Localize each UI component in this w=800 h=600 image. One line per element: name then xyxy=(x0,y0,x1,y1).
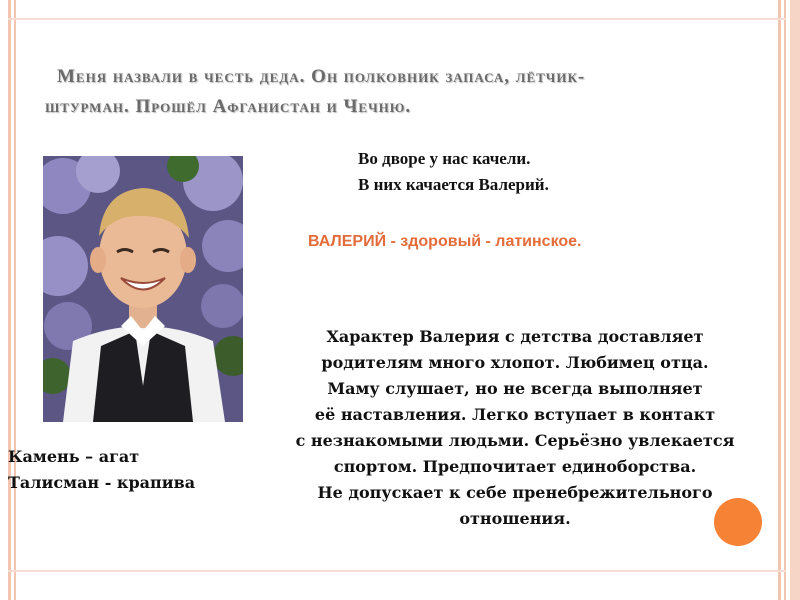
frame-line-right xyxy=(778,0,781,600)
swing-line-2: В них качается Валерий. xyxy=(358,175,549,194)
character-line: Маму слушает, но не всегда выполняет xyxy=(327,379,703,398)
title-line-1: Меня назвали в честь деда. Он полковник запаса, лётчик- xyxy=(57,66,586,87)
frame-line-right-inner xyxy=(784,0,786,600)
frame-edge-right xyxy=(790,0,800,600)
frame-line-top xyxy=(8,18,786,20)
talisman-info xyxy=(8,444,258,496)
talisman-label: Талисман - крапива xyxy=(8,473,196,492)
character-line: Не допускает к себе пренебрежительного xyxy=(317,483,713,502)
portrait-image xyxy=(43,156,243,422)
slide-title xyxy=(45,62,745,122)
stone-label: Камень – агат xyxy=(8,447,140,466)
orange-circle-decoration xyxy=(714,498,762,546)
character-line: с незнакомыми людьми. Серьёзно увлекается xyxy=(295,431,735,450)
character-line: родителям много хлопот. Любимец отца. xyxy=(321,353,709,372)
character-line: Характер Валерия с детства доставляет xyxy=(326,327,704,346)
frame-line-bottom xyxy=(8,570,786,572)
swing-line-1: Во дворе у нас качели. xyxy=(358,149,531,168)
boy-portrait-photo xyxy=(43,156,243,422)
name-meaning: ВАЛЕРИЙ - здоровый - латинское. xyxy=(308,233,582,250)
frame-line-left-inner xyxy=(14,0,16,600)
character-line: отношения. xyxy=(459,509,571,528)
character-description xyxy=(270,324,760,532)
character-line: её наставления. Легко вступает в контакт xyxy=(314,405,716,424)
swing-caption xyxy=(358,146,658,198)
frame-line-left xyxy=(8,0,11,600)
title-line-2: штурман. Прошёл Афганистан и Чечню. xyxy=(45,96,412,117)
character-line: спортом. Предпочитает единоборства. xyxy=(333,457,697,476)
